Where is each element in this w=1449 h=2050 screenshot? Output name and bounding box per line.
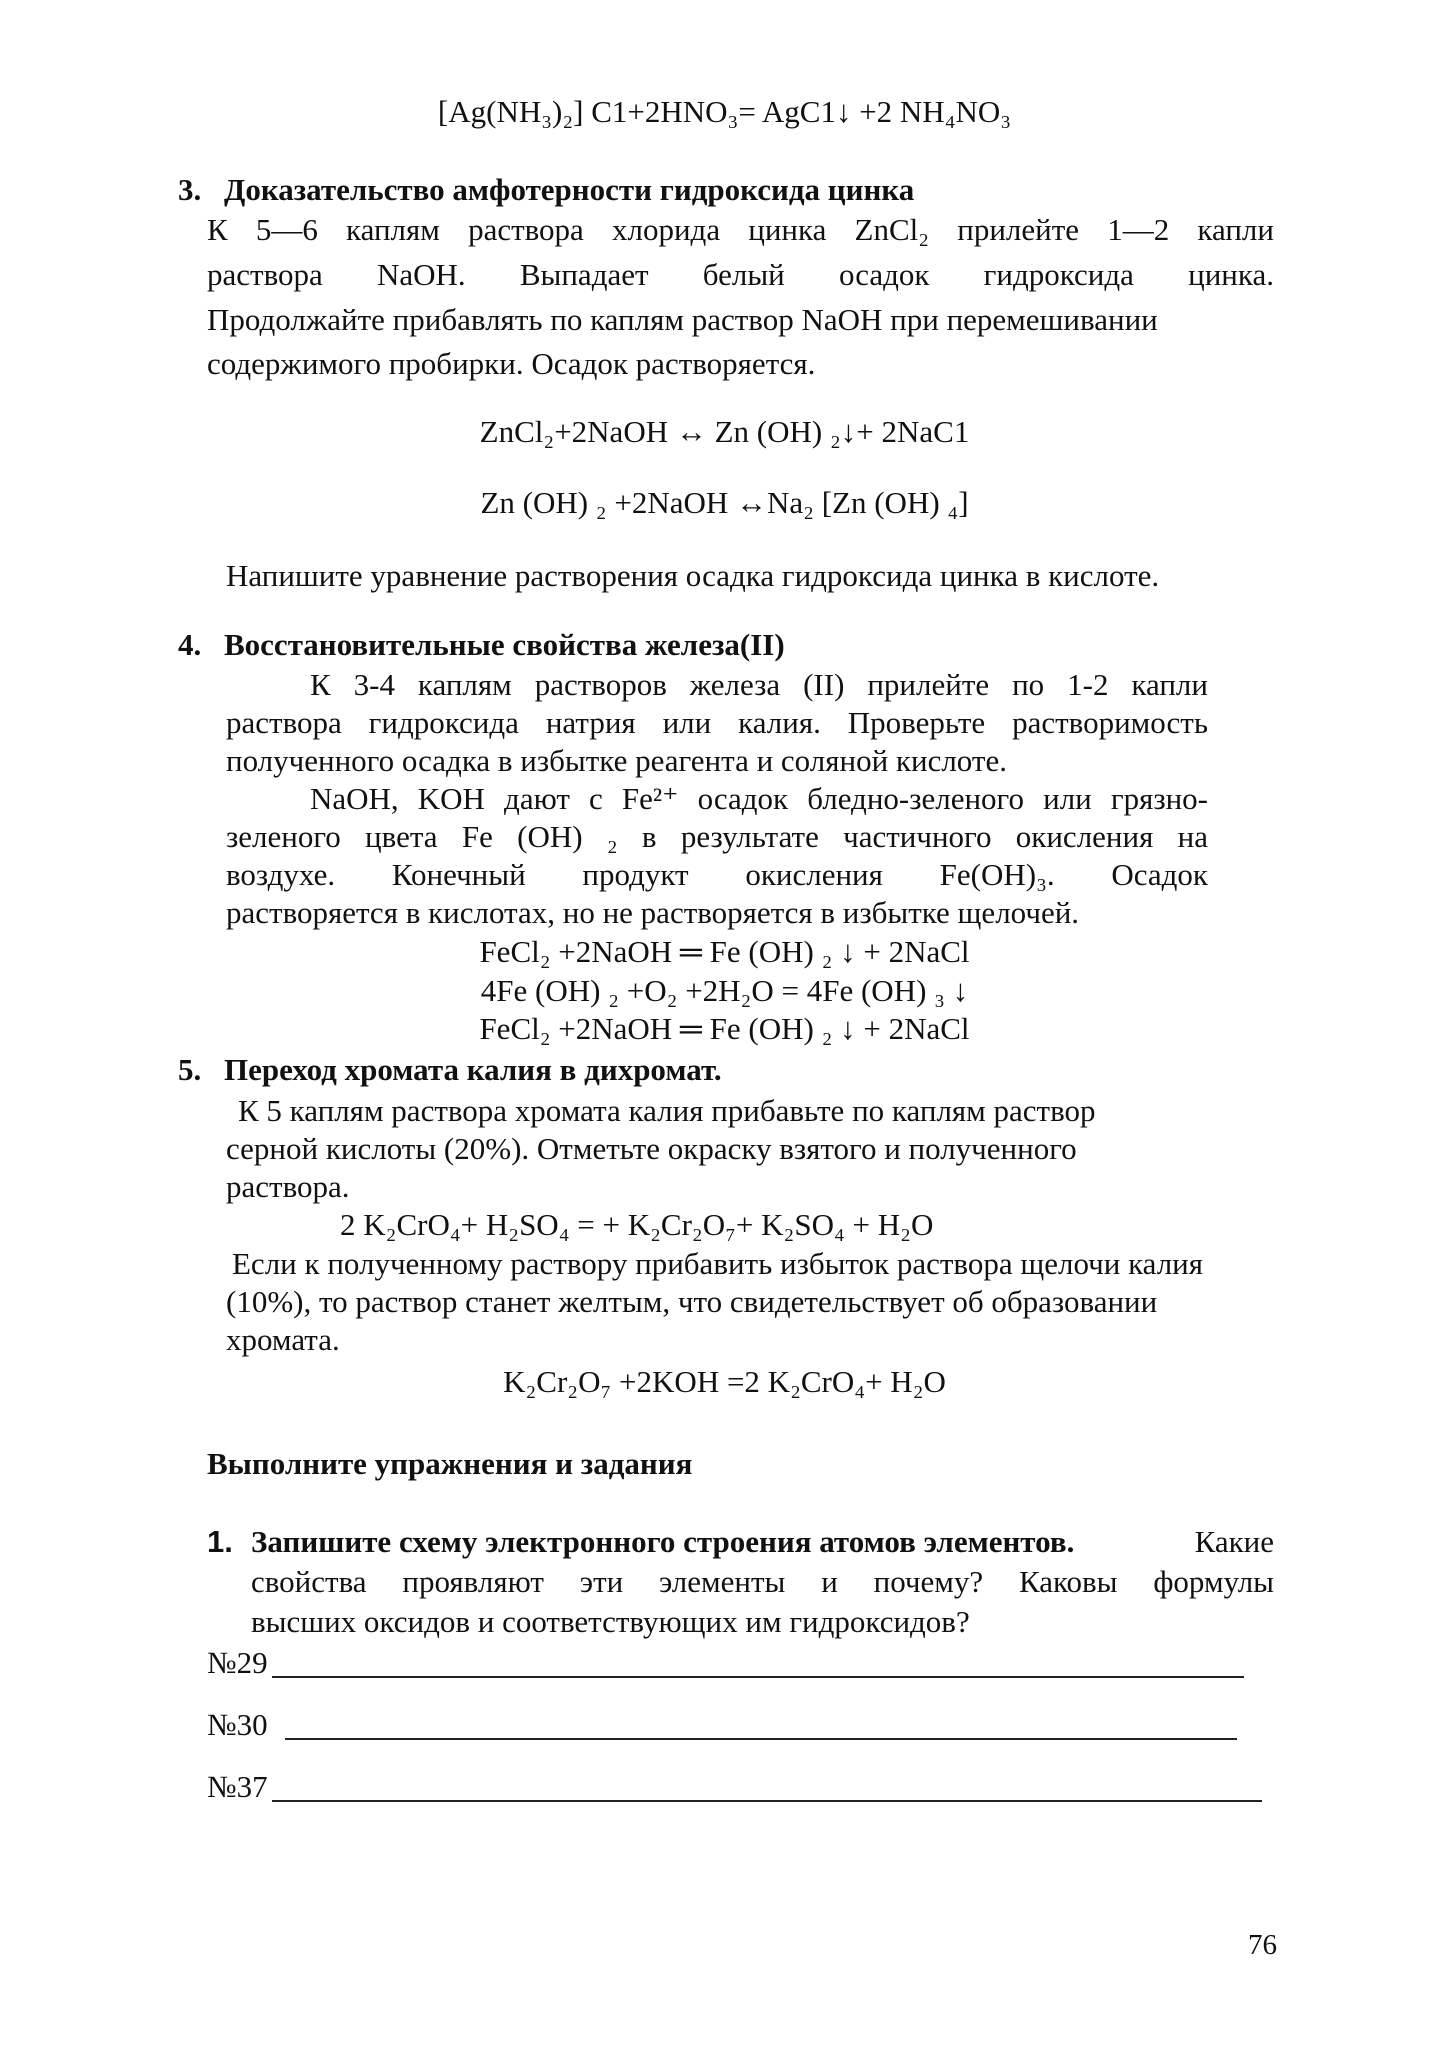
paragraph-line: К 5—6 каплям раствора хлорида цинка ZnCl₂ прилейте 1—2 капли: [207, 212, 1274, 247]
section-3-heading: [178, 170, 914, 210]
paragraph-line: К 3-4 каплям растворов железа (II) прилейте по 1-2 капли: [310, 667, 1208, 702]
paragraph-line: зеленого цвета Fe (OH) ₂ в результате частичного окисления на: [226, 819, 1208, 854]
item-rest-text: Какие: [1194, 1524, 1274, 1559]
equation-chromate-1: 2 K₂CrO₄+ H₂SO₄ = + K₂Cr₂O₇+ K₂SO₄ + H₂O: [340, 1207, 934, 1242]
section-title: Восстановительные свойства железа(II): [224, 627, 785, 662]
equation-chromate-2: [0, 1362, 1449, 1402]
equation-text: 4Fe (OH) ₂ +O₂ +2H₂O = 4Fe (OH) ₃ ↓: [480, 973, 969, 1008]
page-number: 76: [1248, 1929, 1277, 1961]
answer-label-37: №37: [207, 1769, 268, 1804]
answer-label-29: №29: [207, 1645, 268, 1680]
paragraph-line: NaOH, KOH дают с Fe²⁺ осадок бледно-зеленого или грязно-: [310, 781, 1208, 816]
equation-iron-2: [0, 971, 1449, 1011]
equation-text: FeCl₂ +2NaOH ═ Fe (OH) ₂ ↓ + 2NaCl: [479, 934, 970, 969]
paragraph-line: Продолжайте прибавлять по каплям раствор NaOH при перемешивании: [207, 302, 1158, 337]
equation-zinc-1: [0, 412, 1449, 452]
equation-text: FeCl₂ +2NaOH ═ Fe (OH) ₂ ↓ + 2NaCl: [479, 1011, 970, 1046]
paragraph-line: растворяется в кислотах, но не растворяется в избытке щелочей.: [226, 895, 1080, 930]
equation-text: Zn (OH) ₂ +2NaOH ↔Na₂ [Zn (OH) ₄]: [480, 485, 969, 520]
item-bold-text: Запишите схему электронного строения атомов элементов.: [251, 1524, 1075, 1559]
section-title: Доказательство амфотерности гидроксида цинка: [224, 172, 915, 207]
paragraph-line: высших оксидов и соответствующих им гидроксидов?: [251, 1604, 970, 1639]
paragraph-line: содержимого пробирки. Осадок растворяется.: [207, 346, 816, 381]
paragraph-line: свойства проявляют эти элементы и почему? Каковы формулы: [251, 1564, 1274, 1599]
paragraph-line: полученного осадка в избытке реагента и соляной кислоте.: [226, 743, 1007, 778]
paragraph-line: раствора.: [226, 1169, 350, 1204]
item-number: 1.: [207, 1524, 233, 1559]
equation-text: K₂Cr₂O₇ +2KOH =2 K₂CrO₄+ H₂O: [503, 1364, 946, 1399]
section-number: 5.: [178, 1052, 202, 1087]
paragraph-line: Если к полученному раствору прибавить избыток раствора щелочи калия: [232, 1246, 1204, 1281]
section-4-heading: [178, 625, 785, 665]
task-text: Напишите уравнение растворения осадка гидроксида цинка в кислоте.: [226, 558, 1160, 593]
answer-blank-37[interactable]: [272, 1800, 1262, 1802]
exercise-item-1: [207, 1522, 1274, 1562]
equation-zinc-2: [0, 483, 1449, 523]
paragraph-line: раствора NaOH. Выпадает белый осадок гидроксида цинка.: [207, 257, 1274, 292]
section-number: 3.: [178, 172, 202, 207]
answer-blank-30[interactable]: [285, 1738, 1237, 1740]
paragraph-line: К 5 каплям раствора хромата калия прибавьте по каплям раствор: [238, 1093, 1096, 1128]
answer-blank-29[interactable]: [272, 1676, 1244, 1678]
exercises-heading: Выполните упражнения и задания: [207, 1446, 693, 1481]
answer-label-30: №30: [207, 1707, 268, 1742]
equation-iron-1: [0, 932, 1449, 972]
equation-text: [Ag(NH₃)₂] C1+2HNO₃= AgC1↓ +2 NH₄NO₃: [437, 94, 1012, 129]
equation-text: ZnCl₂+2NaOH ↔ Zn (OH) ₂↓+ 2NaC1: [479, 414, 970, 449]
section-number: 4.: [178, 627, 202, 662]
paragraph-line: (10%), то раствор станет желтым, что свидетельствует об образовании: [226, 1284, 1158, 1319]
section-title: Переход хромата калия в дихромат.: [224, 1052, 722, 1087]
equation-silver-complex: [0, 92, 1449, 132]
paragraph-line: серной кислоты (20%). Отметьте окраску взятого и полученного: [226, 1131, 1077, 1166]
paragraph-line: раствора гидроксида натрия или калия. Проверьте растворимость: [226, 705, 1208, 740]
paragraph-line: воздухе. Конечный продукт окисления Fe(OH)₃. Осадок: [226, 857, 1208, 892]
section-5-heading: [178, 1050, 722, 1090]
equation-iron-3: [0, 1009, 1449, 1049]
paragraph-line: хромата.: [226, 1322, 340, 1357]
